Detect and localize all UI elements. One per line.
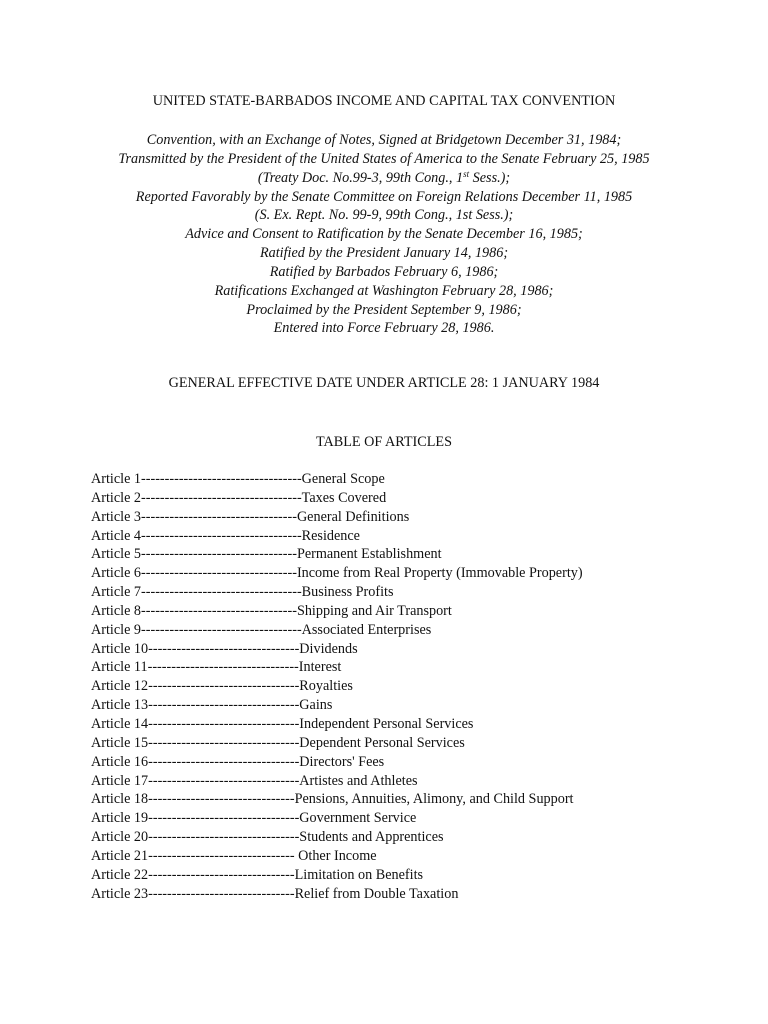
article-entry: Article 13--------------------------------Gains xyxy=(91,697,333,714)
article-entry: Article 12--------------------------------Royalties xyxy=(91,678,353,695)
article-entry: Article 22-------------------------------Limitation on Benefits xyxy=(91,866,424,883)
article-entry: Article 15--------------------------------Dependent Personal Services xyxy=(91,734,465,751)
history-line: Ratified by Barbados February 6, 1986; xyxy=(269,263,499,280)
history-line: Ratifications Exchanged at Washington February 28, 1986; xyxy=(214,282,554,299)
history-line: Ratified by the President January 14, 1986; xyxy=(259,245,509,262)
history-line: Advice and Consent to Ratification by the Senate December 16, 1985; xyxy=(185,226,583,243)
article-entry: Article 8---------------------------------Shipping and Air Transport xyxy=(91,602,452,619)
article-entry: Article 6---------------------------------Income from Real Property (Immovable Property) xyxy=(91,565,583,582)
article-entry: Article 3---------------------------------General Definitions xyxy=(91,508,410,525)
history-line-text: Sess.); xyxy=(469,169,511,186)
article-entry: Article 9----------------------------------Associated Enterprises xyxy=(91,621,432,638)
article-entry: Article 5---------------------------------Permanent Establishment xyxy=(91,546,442,563)
article-entry: Article 17--------------------------------Artistes and Athletes xyxy=(91,772,418,789)
article-entry: Article 7----------------------------------Business Profits xyxy=(91,584,394,601)
article-entry: Article 18-------------------------------Pensions, Annuities, Alimony, and Child Support xyxy=(91,791,574,808)
article-entry: Article 20--------------------------------Students and Apprentices xyxy=(91,829,444,846)
history-line-text: (Treaty Doc. No.99-3, 99th Cong., 1 xyxy=(257,169,464,186)
history-line xyxy=(0,169,768,188)
article-entry: Article 1----------------------------------General Scope xyxy=(91,471,385,487)
article-entry: Article 10--------------------------------Dividends xyxy=(91,640,358,657)
article-entry: Article 21------------------------------- Other Income xyxy=(91,847,377,864)
treaty-history xyxy=(0,131,768,338)
article-entry: Article 19--------------------------------Government Service xyxy=(91,810,417,827)
article-entry: Article 11--------------------------------Interest xyxy=(91,659,342,676)
ordinal-superscript: st xyxy=(463,168,470,179)
article-entry: Article 14--------------------------------Independent Personal Services xyxy=(91,715,474,732)
article-entry: Article 16--------------------------------Directors' Fees xyxy=(91,753,385,770)
history-line: Reported Favorably by the Senate Committee on Foreign Relations December 11, 1985 xyxy=(135,188,633,205)
article-entry: Article 4----------------------------------Residence xyxy=(91,527,360,544)
articles-list xyxy=(91,470,731,903)
history-line: Proclaimed by the President September 9, 1986; xyxy=(246,301,522,318)
toc-heading: TABLE OF ARTICLES xyxy=(316,434,452,450)
history-line: (S. Ex. Rept. No. 99-9, 99th Cong., 1st Sess.); xyxy=(254,207,514,224)
effective-date: GENERAL EFFECTIVE DATE UNDER ARTICLE 28: 1 JANUARY 1984 xyxy=(168,375,600,391)
article-entry: Article 2----------------------------------Taxes Covered xyxy=(91,489,387,506)
history-line: Transmitted by the President of the United States of America to the Senate February 25, 1985 xyxy=(118,150,650,167)
article-entry: Article 23-------------------------------Relief from Double Taxation xyxy=(91,885,459,902)
history-line: Convention, with an Exchange of Notes, Signed at Bridgetown December 31, 1984; xyxy=(146,132,622,148)
document-title: UNITED STATE-BARBADOS INCOME AND CAPITAL TAX CONVENTION xyxy=(152,93,616,109)
history-line: Entered into Force February 28, 1986. xyxy=(273,320,495,337)
